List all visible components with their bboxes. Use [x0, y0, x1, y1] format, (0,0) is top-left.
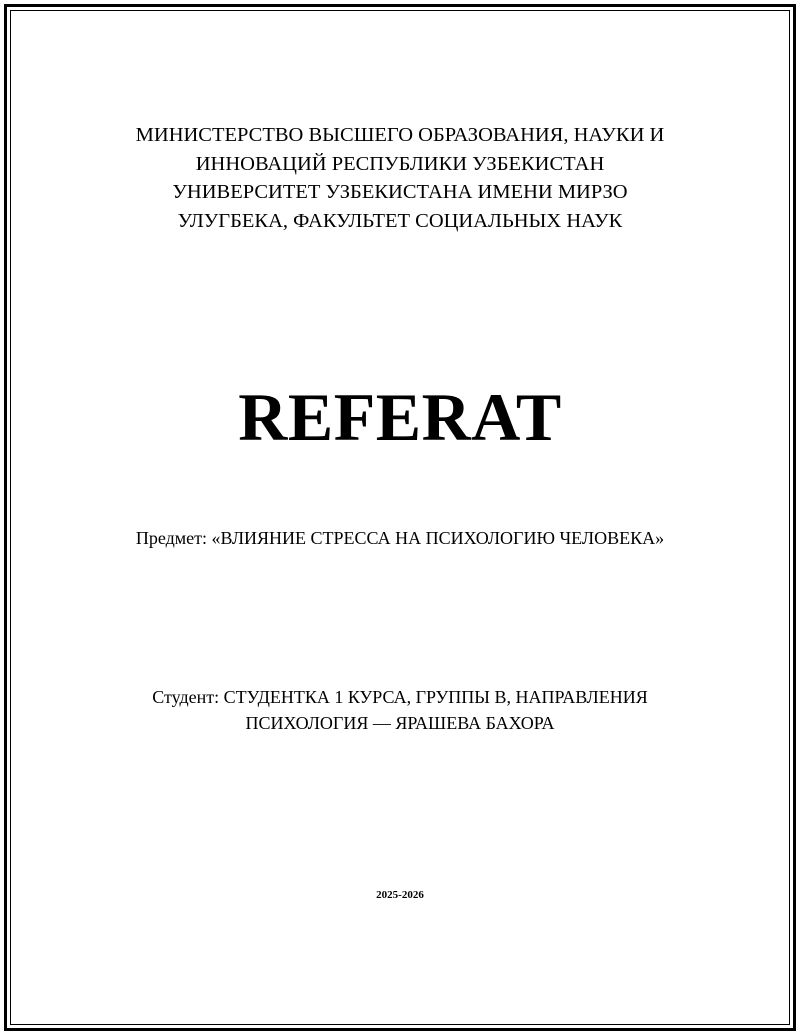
student-line: ПСИХОЛОГИЯ — ЯРАШЕВА БАХОРА	[245, 713, 555, 733]
institution-line: ИННОВАЦИЙ РЕСПУБЛИКИ УЗБЕКИСТАН	[195, 152, 605, 175]
document-title: REFERAT	[238, 379, 562, 455]
student-info	[0, 684, 800, 736]
institution-line: МИНИСТЕРСТВО ВЫСШЕГО ОБРАЗОВАНИЯ, НАУКИ И	[135, 124, 665, 146]
institution-line: УНИВЕРСИТЕТ УЗБЕКИСТАНА ИМЕНИ МИРЗО	[172, 181, 628, 203]
institution-header	[0, 121, 800, 235]
student-line: Студент: СТУДЕНТКА 1 КУРСА, ГРУППЫ B, НАПРАВЛЕНИЯ	[152, 687, 648, 707]
subject-line: Предмет: «ВЛИЯНИЕ СТРЕССА НА ПСИХОЛОГИЮ ЧЕЛОВЕКА»	[135, 528, 665, 548]
academic-year: 2025-2026	[376, 889, 424, 901]
institution-line: УЛУГБЕКА, ФАКУЛЬТЕТ СОЦИАЛЬНЫХ НАУК	[177, 209, 623, 232]
